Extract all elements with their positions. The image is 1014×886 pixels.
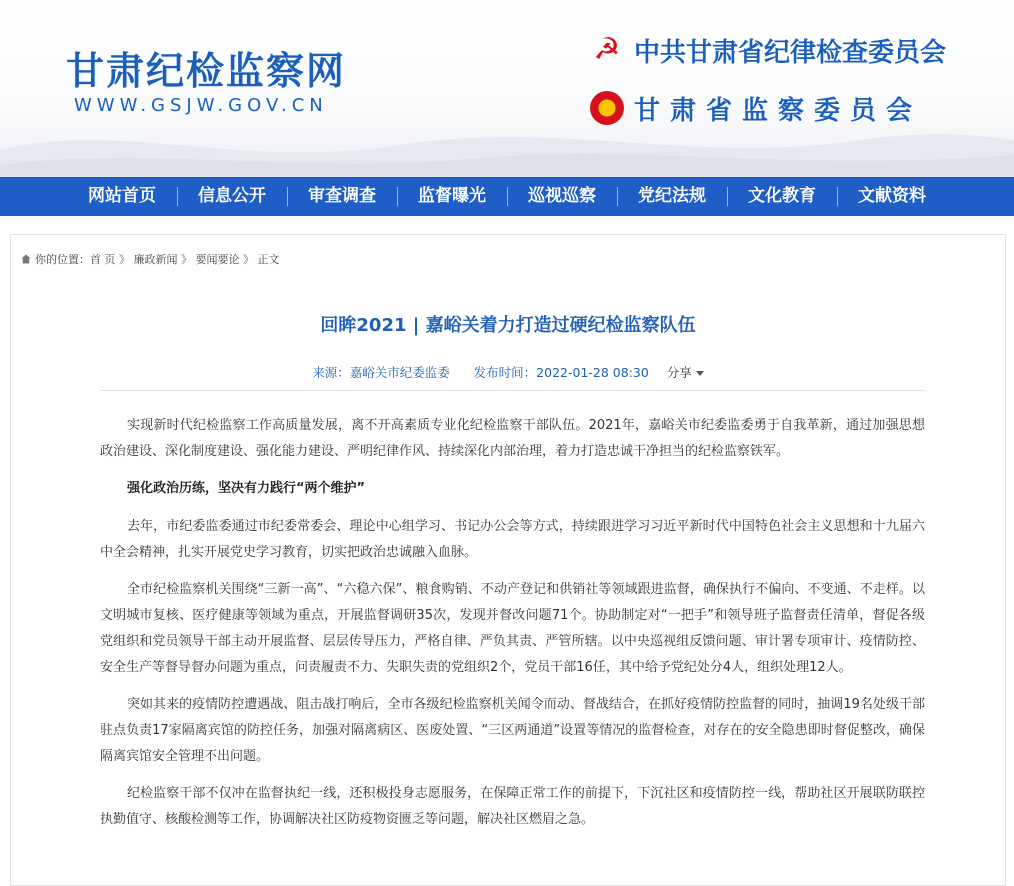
org-commission-line [590, 30, 946, 70]
article-paragraph: 突如其来的疫情防控遭遇战、阻击战打响后，全市各级纪检监察机关闻令而动、督战结合，在抓好疫情防控监督的同时，抽调19名处级干部驻点负责17家隔离宾馆的防控任务，加强对隔离病区、医废处置、“三区两通道”设置等情况的监督检查，对存在的安全隐患即时督促整改，确保隔离宾馆安全管理不出问题。 [100, 697, 925, 764]
site-logo-title[interactable]: 甘肃纪检监察网 [66, 48, 347, 93]
article-paragraph: 实现新时代纪检监察工作高质量发展，离不开高素质专业化纪检监察干部队伍。2021年，嘉峪关市纪委监委勇于自我革新，通过加强思想政治建设、深化制度建设、强化能力建设、严明纪律作风、持续深化内部治理，着力打造忠诚干净担当的纪检监察铁军。 [100, 418, 925, 459]
nav-regulations[interactable]: 党纪法规 [617, 177, 727, 216]
nav-home[interactable]: 网站首页 [88, 186, 156, 206]
share-button[interactable] [667, 365, 704, 380]
article-time: 发布时间：2022-01-28 08:30 [473, 365, 649, 380]
nav-documents[interactable]: 文献资料 [837, 177, 947, 216]
breadcrumb-separator: 》 [177, 253, 192, 266]
share-label: 分享 [666, 365, 692, 380]
breadcrumb [21, 251, 280, 267]
nav-culture-education[interactable]: 文化教育 [727, 177, 837, 216]
breadcrumb-prefix: 你的位置： [35, 253, 90, 266]
nav-investigation[interactable]: 审查调查 [287, 177, 397, 216]
national-emblem-icon [590, 91, 624, 125]
breadcrumb-current: 正文 [257, 253, 280, 266]
breadcrumb-headlines[interactable]: 要闻要论 [195, 253, 240, 266]
site-header [0, 0, 1014, 177]
nav-supervision-exposure[interactable]: 监督曝光 [397, 177, 507, 216]
article-body [100, 413, 925, 844]
article-title: 回眸2021 | 嘉峪关着力打造过硬纪检监察队伍 [320, 315, 696, 336]
main-nav [0, 177, 1014, 216]
party-emblem-icon: ☭ [593, 32, 621, 67]
article-subheading: 强化政治历练，坚决有力践行“两个维护” [127, 481, 366, 496]
article-paragraph: 全市纪检监察机关围绕“三新一高”、“六稳六保”、粮食购销、不动产登记和供销社等领域跟进监督，确保执行不偏向、不变通、不走样。以文明城市复核、医疗健康等领域为重点，开展监督调研35次，发现并督改问题71个。协助制定对“一把手”和领导班子监督责任清单，督促各级党组织和党员领导干部主动开展监督、层层传导压力，严格自律、严负其责、严管所辖。以中央巡视组反馈问题、审计署专项审计、疫情防控、安全生产等督导督办问题为重点，问责履责不力、失职失责的党组织2个，党员干部16任，其中给予党纪处分4人，组织处理12人。 [100, 582, 925, 675]
article-meta [11, 363, 1005, 381]
article-paragraph: 去年，市纪委监委通过市纪委常委会、理论中心组学习、书记办公会等方式，持续跟进学习习近平新时代中国特色社会主义思想和十九届六中全会精神，扎实开展党史学习教育，切实把政治忠诚融入血脉。 [100, 519, 925, 560]
article-source: 来源：嘉峪关市纪委监委 [312, 365, 450, 380]
org-supervision-line [590, 88, 922, 128]
chevron-down-icon [696, 371, 704, 376]
org-supervision-name: 甘肃省监察委员会 [634, 95, 923, 126]
breadcrumb-separator: 》 [115, 253, 130, 266]
meta-divider [100, 390, 925, 391]
breadcrumb-separator: 》 [239, 253, 254, 266]
site-logo-url[interactable]: WWW.GSJW.GOV.CN [74, 95, 328, 116]
nav-inspection[interactable]: 巡视巡察 [507, 177, 617, 216]
org-commission-name: 中共甘肃省纪律检查委员会 [634, 37, 947, 68]
breadcrumb-home[interactable]: 首 页 [90, 253, 116, 266]
home-icon [21, 254, 31, 264]
breadcrumb-news[interactable]: 廉政新闻 [133, 253, 178, 266]
article-paragraph: 纪检监察干部不仅冲在监督执纪一线，还积极投身志愿服务，在保障正常工作的前提下，下沉社区和疫情防控一线，帮助社区开展联防联控执勤值守、核酸检测等工作，协调解决社区防疫物资匮乏等问题，解决社区燃眉之急。 [100, 786, 925, 827]
article-container [10, 234, 1006, 886]
nav-info-disclosure[interactable]: 信息公开 [177, 177, 287, 216]
